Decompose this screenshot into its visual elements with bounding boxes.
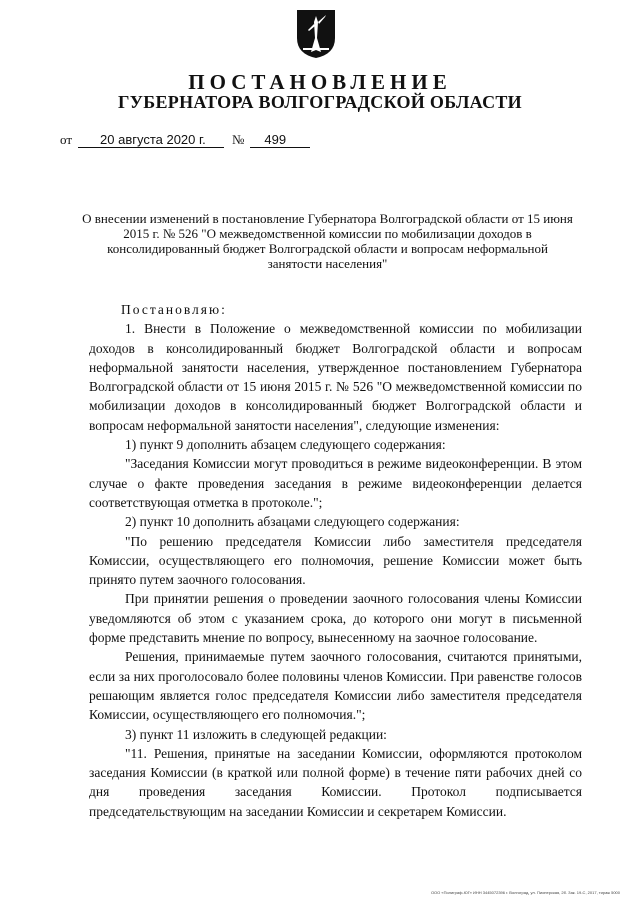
body-paragraph: Постановляю: — [121, 302, 227, 317]
date-prefix-label: от — [60, 132, 73, 147]
body-paragraph: При принятии решения о проведении заочного голосования члены Комиссии уведомляются об этом с указанием срока, до которого они могут в письменной форме представить мнение по вопросу, вынесенному на заочное голосование. — [89, 591, 582, 646]
body-paragraph: 1) пункт 9 дополнить абзацем следующего содержания: — [125, 437, 446, 453]
volgograd-coat-of-arms-icon — [295, 8, 337, 60]
issuer-title: ГУБЕРНАТОРА ВОЛГОГРАДСКОЙ ОБЛАСТИ — [118, 92, 522, 112]
body-paragraph: "По решению председателя Комиссии либо заместителя председателя Комиссии, осуществляющего его полномочия, решение Комиссии может быть принято путем заочного голосования. — [89, 533, 582, 588]
body-paragraph: "11. Решения, принятые на заседании Комиссии, оформляются протоколом заседания Комиссии (в краткой или полной форме) в течение пяти рабочих дней со дня проведения заседания Комиссии. Протокол подписывается председательствующим на заседании Комиссии и секретарем Комиссии. — [89, 745, 582, 819]
body-paragraph: 1. Внести в Положение о межведомственной комиссии по мобилизации доходов в консолидированный бюджет Волгоградской области и вопросам неформальной занятости населения, утвержденное постановлением Губернатора Волгоградской области от 15 июня 2015 г. № 526 "О межведомственной комиссии по мобилизации доходов в консолидированный бюджет Волгоградской области и вопросам неформальной занятости населения", следующие изменения: — [89, 321, 582, 433]
document-number: 499 — [250, 132, 310, 148]
document-date: 20 августа 2020 г. — [78, 132, 224, 148]
body-paragraph: "Заседания Комиссии могут проводиться в режиме видеоконференции. В этом случае о факте проведения заседания в режиме видеоконференции делается соответствующая отметка в протоколе."; — [89, 456, 582, 510]
print-imprint: ООО «Полиграф-ЮГ» ИНН 3445072396 г. Волгоград, ул. Пионерская, 2б. Зак. 19-С, 2017, тираж 5000 — [430, 890, 620, 895]
document-subject: О внесении изменений в постановление Губернатора Волгоградской области от 15 июня 2015 г. № 526 "О межведомственной комиссии по мобилизации доходов в консолидированный бюджет Волгоградской области и вопросам неформальной занятости населения" — [82, 211, 573, 271]
document-type-title: ПОСТАНОВЛЕНИЕ — [188, 70, 452, 94]
body-paragraph: 2) пункт 10 дополнить абзацами следующего содержания: — [125, 514, 460, 530]
document-body — [89, 300, 582, 821]
body-paragraph: Решения, принимаемые путем заочного голосования, считаются принятыми, если за них проголосовало более половины членов Комиссии. При равенстве голосов решающим является голос председателя Комиссии либо заместителя председателя Комиссии, осуществляющего его полномочия."; — [89, 649, 582, 723]
body-paragraph: 3) пункт 11 изложить в следующей редакции: — [125, 726, 387, 742]
document-meta — [60, 132, 310, 148]
number-label: № — [232, 132, 245, 147]
